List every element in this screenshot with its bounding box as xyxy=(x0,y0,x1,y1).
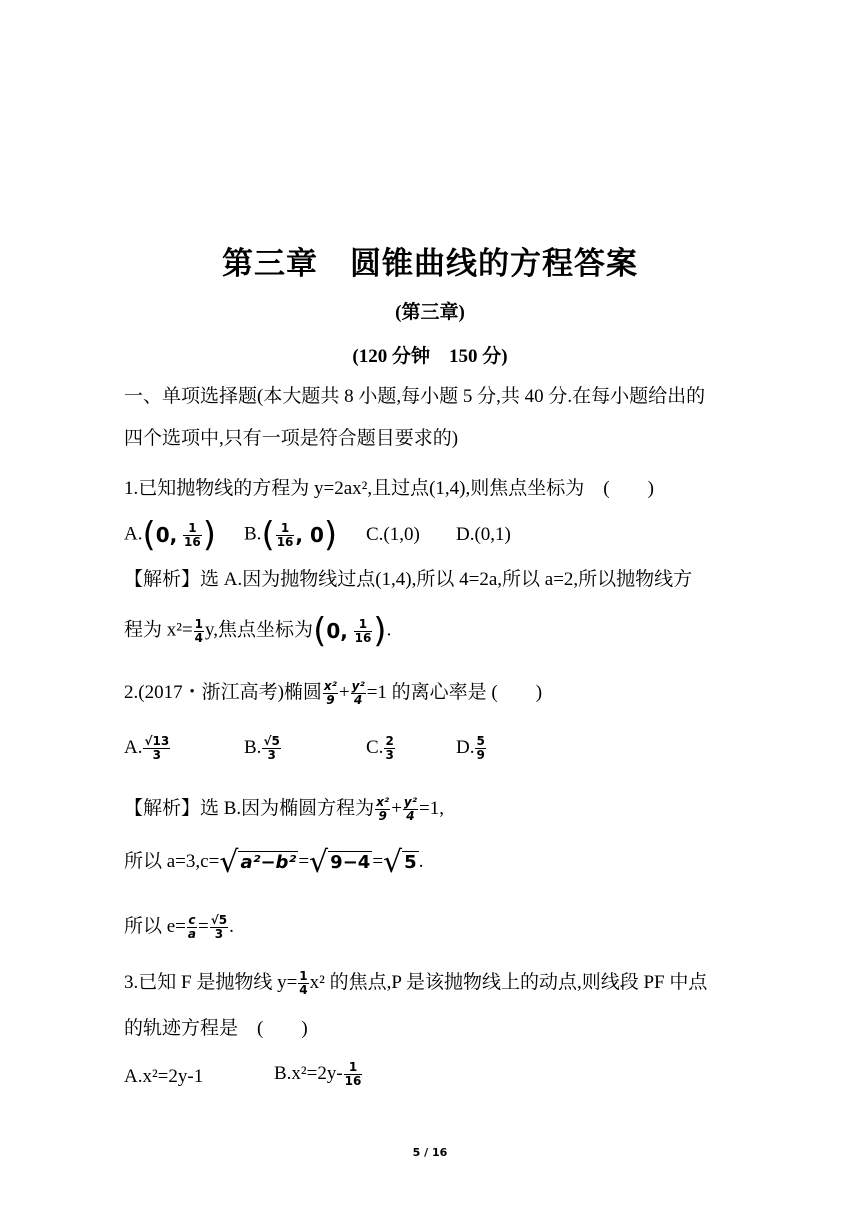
fraction-denominator: a xyxy=(187,927,197,942)
fraction-numerator: 1 xyxy=(276,522,295,536)
fraction-denominator: 4 xyxy=(194,630,204,645)
q2-option-b-fraction xyxy=(262,735,280,762)
fraction-numerator: x² xyxy=(376,795,390,810)
fraction-denominator: 9 xyxy=(476,748,485,763)
q2-y-fraction xyxy=(351,680,366,707)
chapter-subtitle: (第三章) xyxy=(395,302,465,323)
q2-line3-end: . xyxy=(229,916,234,937)
fraction-denominator: 4 xyxy=(353,693,363,708)
q2-option-d-label: D. xyxy=(456,737,475,758)
q2-analysis-post: =1, xyxy=(418,798,444,819)
equals-sign: = xyxy=(298,851,310,872)
q2-option-d-fraction xyxy=(475,735,485,762)
left-paren-icon: ( xyxy=(313,611,327,651)
fraction-denominator: 9 xyxy=(326,693,335,708)
section-heading-line1: 一、单项选择题(本大题共 8 小题,每小题 5 分,共 40 分.在每小题给出的 xyxy=(124,386,706,407)
fraction-denominator: 3 xyxy=(214,927,224,942)
q3-stem-line2: 的轨迹方程是 ( ) xyxy=(124,1018,308,1039)
q3-stem-line1 xyxy=(124,970,707,997)
q1-option-c: C.(1,0) xyxy=(366,524,420,545)
right-paren-icon: ) xyxy=(202,515,216,555)
q1-option-b-label: B. xyxy=(244,523,262,545)
q3-stem-post: x² 的焦点,P 是该抛物线上的动点,则线段 PF 中点 xyxy=(309,972,708,993)
section-heading-line2: 四个选项中,只有一项是符合题目要求的) xyxy=(124,428,459,449)
fraction-denominator: 4 xyxy=(299,983,308,998)
q2-x-fraction xyxy=(323,680,338,707)
fraction-numerator: 1 xyxy=(299,969,308,984)
fraction-numerator: c xyxy=(188,913,196,928)
q1-stem: 1.已知抛物线的方程为 y=2ax²,且过点(1,4),则焦点坐标为 ( ) xyxy=(124,478,654,499)
q3-fraction xyxy=(298,970,308,997)
fraction-denominator: 16 xyxy=(354,630,372,645)
fraction-numerator: y² xyxy=(351,679,365,694)
right-paren-icon: ) xyxy=(373,611,387,651)
fraction-numerator: √5 xyxy=(263,734,280,749)
q2-option-d xyxy=(456,735,487,762)
left-paren-icon: ( xyxy=(261,515,275,555)
radical-icon: √ xyxy=(383,844,403,880)
q1-analysis-fraction xyxy=(194,618,204,645)
q2-option-c-fraction xyxy=(384,735,394,762)
q2-option-c xyxy=(366,735,396,762)
q2-analysis-y-fraction xyxy=(403,796,418,823)
q1-option-a-label: A. xyxy=(124,523,143,545)
fraction-denominator: 16 xyxy=(184,534,201,549)
radicand: 9−4 xyxy=(330,851,371,873)
q1-analysis-line2 xyxy=(124,611,392,651)
q1-option-b xyxy=(244,515,338,555)
fraction-denominator: 3 xyxy=(152,748,162,763)
fraction-numerator: √5 xyxy=(210,913,228,928)
q1-analysis-point-x: 0, xyxy=(326,619,348,643)
q2-line2-pre: 所以 a=3,c= xyxy=(124,851,220,872)
fraction-denominator: 3 xyxy=(385,748,394,763)
q1-analysis-point-fraction xyxy=(354,618,373,645)
radical-icon: √ xyxy=(219,844,239,880)
fraction-denominator: 9 xyxy=(378,809,387,824)
fraction-numerator: y² xyxy=(403,795,417,810)
q2-analysis-x-fraction xyxy=(375,796,390,823)
q2-sqrt-94 xyxy=(309,844,372,880)
page-title: 第三章 圆锥曲线的方程答案 xyxy=(222,246,638,282)
right-paren-icon: ) xyxy=(323,515,338,555)
fraction-numerator: 1 xyxy=(354,618,373,632)
q2-option-a xyxy=(124,735,171,762)
q3-option-b-pre: B.x²=2y- xyxy=(274,1063,343,1084)
q1-option-d: D.(0,1) xyxy=(456,524,511,545)
fraction-numerator: 1 xyxy=(183,522,202,536)
plus-sign: + xyxy=(338,682,350,703)
equals-sign: = xyxy=(198,916,209,937)
page-number: 5 / 16 xyxy=(412,1146,448,1159)
q2-line2-end: . xyxy=(418,851,424,872)
fraction-denominator: 3 xyxy=(267,748,276,763)
time-score-line: (120 分钟 150 分) xyxy=(352,346,508,367)
q2-option-a-label: A. xyxy=(124,737,143,758)
plus-sign: + xyxy=(391,798,402,819)
q2-analysis-line2 xyxy=(124,844,424,880)
radicand: a²−b² xyxy=(240,851,297,873)
q2-analysis-pre: 【解析】选 B.因为椭圆方程为 xyxy=(124,798,375,819)
q1-analysis-mid: y,焦点坐标为 xyxy=(205,619,314,641)
q2-line3-pre: 所以 e= xyxy=(124,916,186,937)
fraction-denominator: 16 xyxy=(344,1074,362,1089)
left-paren-icon: ( xyxy=(142,515,156,555)
fraction-numerator: 1 xyxy=(194,616,204,631)
q2-e-fraction xyxy=(187,914,197,941)
equals-sign: = xyxy=(372,851,384,872)
q1-option-a-fraction xyxy=(183,522,202,549)
q3-option-b xyxy=(274,1061,363,1088)
q2-stem-pre: 2.(2017・浙江高考)椭圆 xyxy=(124,682,322,703)
fraction-denominator: 16 xyxy=(276,534,294,549)
q2-option-b xyxy=(244,735,282,762)
fraction-numerator: 1 xyxy=(344,1061,363,1075)
q1-option-a xyxy=(124,515,216,555)
q2-option-a-fraction xyxy=(143,735,170,762)
q3-option-a: A.x²=2y-1 xyxy=(124,1066,204,1087)
q2-option-c-label: C. xyxy=(366,737,384,758)
q2-stem xyxy=(124,680,542,707)
q2-stem-post: =1 的离心率是 ( ) xyxy=(366,682,543,703)
q2-e-value-fraction xyxy=(210,914,228,941)
radical-icon: √ xyxy=(309,844,329,880)
q1-analysis-line1: 【解析】选 A.因为抛物线过点(1,4),所以 4=2a,所以 a=2,所以抛物线方 xyxy=(124,569,693,590)
fraction-numerator: x² xyxy=(323,679,337,694)
q1-option-b-fraction xyxy=(276,522,295,549)
q1-option-a-x: 0, xyxy=(155,523,178,547)
q3-option-b-fraction xyxy=(344,1061,363,1088)
fraction-denominator: 4 xyxy=(406,809,415,824)
radicand: 5 xyxy=(404,851,417,873)
q2-analysis-line3 xyxy=(124,914,234,941)
fraction-numerator: 5 xyxy=(476,734,485,749)
fraction-numerator: √13 xyxy=(144,734,170,749)
q1-analysis-pre: 程为 x²= xyxy=(124,619,193,641)
q1-option-b-y: , 0 xyxy=(295,523,324,547)
fraction-numerator: 2 xyxy=(385,734,394,749)
q2-sqrt-ab xyxy=(219,844,298,880)
q2-analysis-line1 xyxy=(124,796,444,823)
q2-option-b-label: B. xyxy=(244,737,262,758)
q3-stem-pre: 3.已知 F 是抛物线 y= xyxy=(124,972,298,993)
q1-analysis-end: . xyxy=(386,619,392,641)
q2-sqrt-5 xyxy=(383,844,419,880)
